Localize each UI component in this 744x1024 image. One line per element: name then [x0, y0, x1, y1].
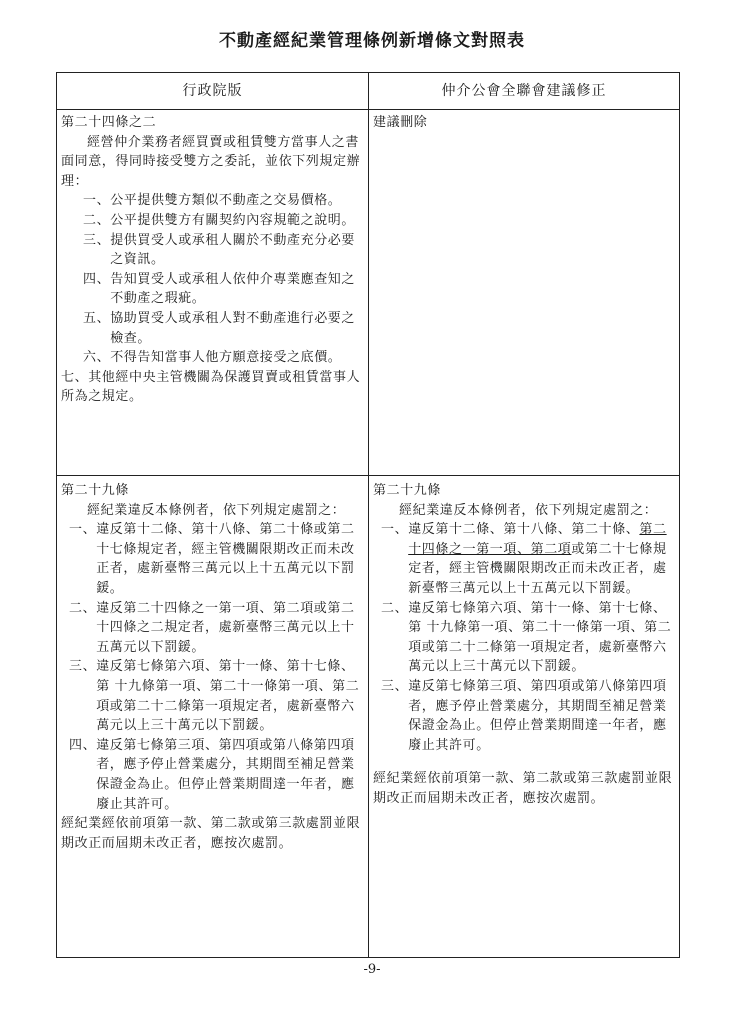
page-number: -9- — [363, 962, 381, 977]
comparison-table — [56, 72, 680, 958]
article-heading: 第二十四條之二 — [61, 115, 157, 130]
article-intro: 經營仲介業務者經買賣或租賃雙方當事人之書面同意，得同時接受雙方之委託，並依下列規定辦理： — [61, 134, 361, 189]
article-tail: 經紀業經依前項第一款、第二款或第三款處罰並限期改正而屆期未改正者，應按次處罰。 — [61, 816, 361, 851]
article-tail: 經紀業經依前項第一款、第二款或第三款處罰並限期改正而屆期未改正者，應按次處罰。 — [373, 771, 673, 806]
header-divider — [57, 109, 679, 110]
article-intro: 經紀業違反本條例者，依下列規定處罰之： — [87, 502, 346, 518]
header-executive-yuan: 行政院版 — [182, 83, 243, 99]
list-item: 三、 提供買受人或承租人關於不動產充分必要之資訊。 — [83, 232, 356, 268]
article-heading: 第二十九條 — [61, 483, 130, 498]
proposal-text: 建議刪除 — [373, 115, 428, 130]
article-intro: 經紀業違反本條例者，依下列規定處罰之： — [399, 502, 658, 518]
article-heading: 第二十九條 — [373, 483, 442, 498]
list-item: 一、 違反第十二條、第十八條、第二十條或第二十七條規定者，經主管機關限期改正而未改正者，處新臺幣三萬元以上十五萬元以下罰鍰。 — [69, 522, 355, 596]
list-item: 一、 違反第十二條、第十八條、第二十條、第二十四條之一第一項、第二項或第二十七條規定者，經主管機關限期改正而未改正者，處新臺幣三萬元以上十五萬元以下罰鍰。 — [381, 522, 667, 596]
list-item: 二、 違反第二十四條之一第一項、第二項或第二十四條之二規定者，處新臺幣三萬元以上十五萬元以下罰鍰。 — [69, 600, 355, 655]
row-divider — [57, 475, 679, 476]
list-item: 二、 公平提供雙方有關契約內容規範之說明。 — [83, 212, 356, 228]
list-item: 四、 告知買受人或承租人依仲介專業應查知之不動產之瑕疵。 — [83, 271, 356, 307]
row2-right-cell — [373, 481, 673, 809]
amended-text: 第二十四條之一第一項、第二項 — [408, 522, 667, 557]
page-title: 不動產經紀業管理條例新增條文對照表 — [219, 31, 525, 51]
header-association-proposal: 仲介公會全聯會建議修正 — [441, 83, 607, 99]
list-item: 三、 違反第七條第三項、第四項或第八條第四項者，應予停止營業處分，其期間至補足營業保證金為止。但停止營業期間達一年者，應廢止其許可。 — [381, 678, 667, 753]
list-item: 三、 違反第七條第六項、第十一條、第十七條、第 十九條第一項、第二十一條第一項、第二項或第二十二條第一項規定者，處新臺幣六萬元以上三十萬元以下罰鍰。 — [69, 659, 360, 734]
list-item: 四、 違反第七條第三項、第四項或第八條第四項者，應予停止營業處分，其期間至補足營業保證金為止。但停止營業期間達一年者，應廢止其許可。 — [69, 737, 355, 812]
list-item: 二、 違反第七條第六項、第十一條、第十七條、第 十九條第一項、第二十一條第一項、第二項或第二十二條第一項規定者，處新臺幣六萬元以上三十萬元以下罰鍰。 — [381, 600, 672, 675]
row1-right-cell — [373, 113, 673, 133]
article-tail: 七、其他經中央主管機關為保護買賣或租賃當事人所為之規定。 — [61, 369, 361, 405]
list-item: 六、 不得告知當事人他方願意接受之底價。 — [83, 350, 342, 366]
list-item: 一、 公平提供雙方類似不動產之交易價格。 — [83, 193, 342, 209]
column-divider — [368, 73, 369, 957]
row1-left-cell — [61, 113, 367, 407]
row2-left-cell — [61, 481, 367, 853]
list-item: 五、 協助買受人或承租人對不動產進行必要之檢查。 — [83, 310, 356, 346]
